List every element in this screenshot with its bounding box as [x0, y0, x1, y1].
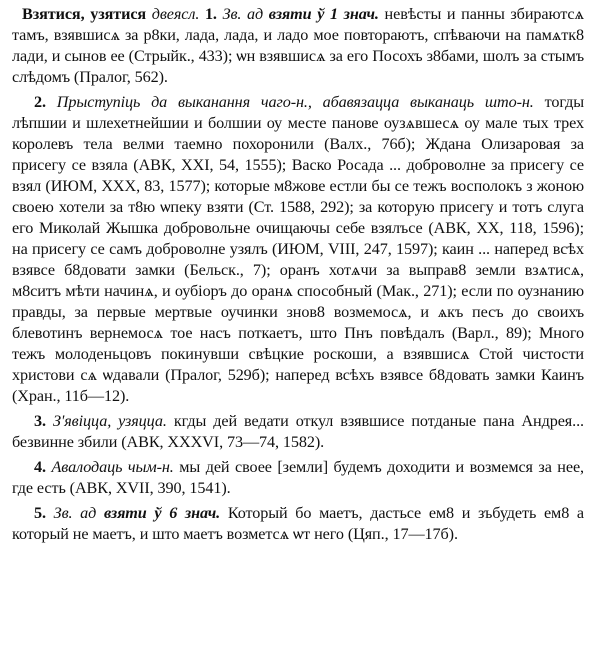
- grammar-label: двеясл.: [151, 5, 200, 23]
- sense-number: 4.: [34, 458, 46, 476]
- sense-number: 3.: [34, 412, 46, 430]
- sense-definition: З'явіцца, узяцца.: [52, 412, 167, 430]
- sense-definition: Зв. ад: [53, 504, 97, 522]
- sense-definition: Прыступіць да выканання чаго-н., абавязацца выканаць што-н.: [56, 93, 534, 111]
- dictionary-entry: [12, 4, 584, 545]
- sense-2: [12, 92, 584, 407]
- sense-text: кгды дей ведати откул взявшисе потданые пана Андрея... безвинне збили (АВК, XXXVI, 73—74, 1582).: [12, 412, 584, 451]
- sense-3: [12, 411, 584, 453]
- sense-text: невѣсты и панны збираютсѧ тамъ, взявшисѧ за р8ки, лада, лада, и ладо мое повтораютъ, спѣваючи на памѧтк8 лади, и сынов ее (Стрыйк., 433); ѡн взявшисѧ за его Посохъ з8бами, шолъ за стымъ слѣдомъ (Пралог, 562).: [12, 5, 584, 86]
- sense-5: [12, 503, 584, 545]
- sense-text: тогды лѣпшии и шлехетнейшии и болшии оу месте панове оузѧвшесѧ оу мале тых трех королевъ тела велми таемно похоронили (Валх., 76б); Ждана Олизаровая за присегу се взяла (АВК, XXI, 54, 1555); Васко Росада ... доброволне за присегу се взял (ИЮМ, XXX, 83, 1577); которые м8жове естли бы се тежъ восполокъ з жоною своею хотели за т8ю ѡпеку взяти (Ст. 1588, 292); за которую присегу и тотъ слуга его Миколай Жышка добровольне очищаючы себе взялъсе (АВК, XX, 118, 1596); на присегу се самъ доброволне узялъ (ИЮМ, VIII, 247, 1597); каин ... наперед всѣх взявсе б8довати замки (Бельск., 7); оранъ хотѧчи за выправ8 земли взѧтисѧ, м8ситъ мѣти начинѧ, и оубіоръ до оранѧ способный (Мак., 271); если по оузнанию правды, за первые мертвые оучинки знов8 возмемосѧ, и ѧкъ песъ до своихъ блевотинъ вернемосѧ тое насъ поткаетъ, што Пнъ повѣдалъ (Варл., 89); Много тежъ молоденьцовъ покинувши свѣцкие роскоши, а взявшисѧ Стой чистости христови сѧ ѡдавали (Пралог, 529б); наперед всѣхъ взявсе б8довать замки Каинъ (Хран., 11б—12).: [12, 93, 584, 405]
- sense-number: 1.: [204, 5, 217, 23]
- sense-definition: Зв. ад: [222, 5, 264, 23]
- sense-1: [12, 4, 584, 88]
- sense-text: мы дей своее [земли] будемъ доходити и возмемся за нее, где есть (АВК, XVII, 390, 1541).: [12, 458, 584, 497]
- sense-reference: взяти ў 1 знач.: [268, 5, 379, 23]
- headword: Взятися, узятися: [22, 5, 147, 23]
- sense-number: 5.: [34, 504, 46, 522]
- sense-number: 2.: [34, 93, 46, 111]
- sense-reference: взяти ў 6 знач.: [103, 504, 221, 522]
- sense-text: Который бо маетъ, дастьсе ем8 и зъбудеть ем8 а который не маетъ, и што маетъ возметсѧ ѡт него (Цяп., 17—17б).: [12, 504, 584, 543]
- sense-4: [12, 457, 584, 499]
- sense-definition: Авалодаць чым-н.: [51, 458, 174, 476]
